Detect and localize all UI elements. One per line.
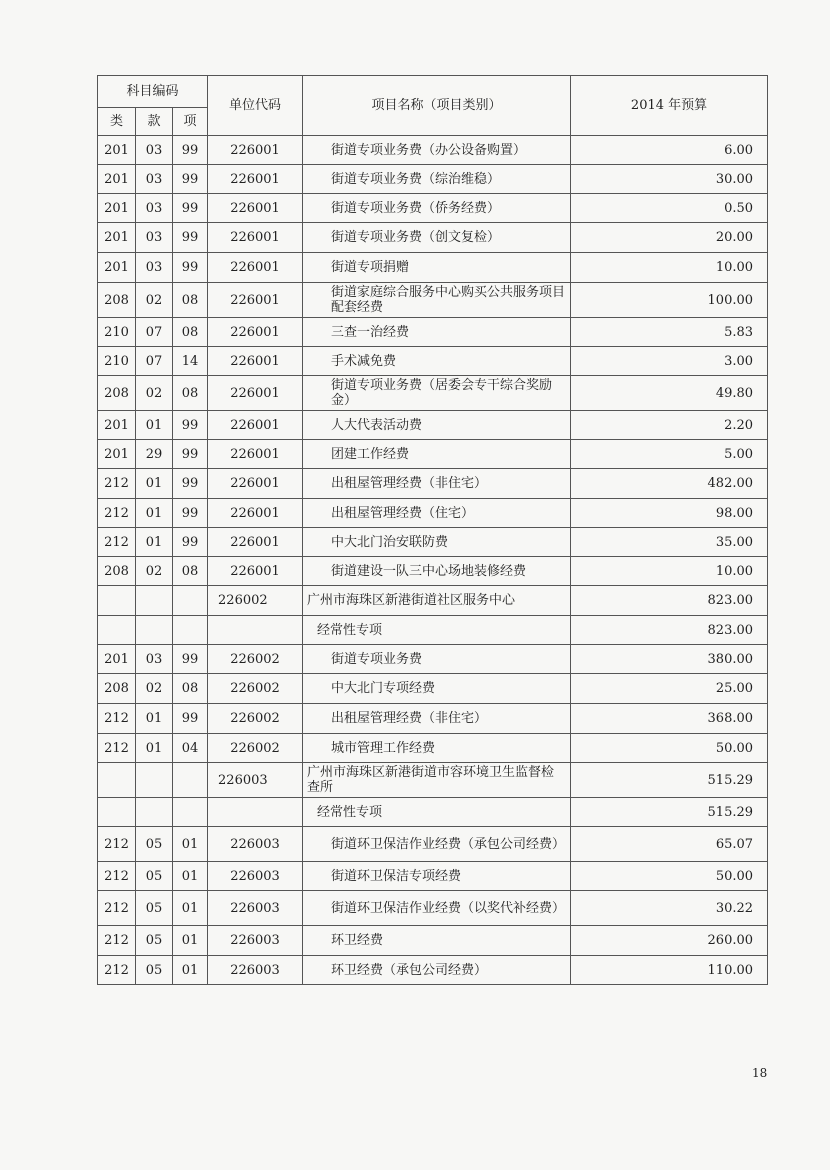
table-body (98, 136, 768, 985)
kuan-cell: 02 (136, 557, 173, 586)
lei-cell: 201 (98, 253, 136, 283)
unit-code-cell: 226002 (208, 734, 303, 763)
table-row (98, 674, 768, 704)
table-row (98, 283, 768, 318)
project-name-cell: 经常性专项 (303, 798, 571, 827)
budget-cell: 10.00 (571, 253, 768, 283)
xiang-cell: 01 (173, 862, 208, 891)
project-name-cell: 环卫经费 (303, 926, 571, 956)
table-row (98, 891, 768, 926)
table-row (98, 411, 768, 440)
kuan-cell (136, 798, 173, 827)
budget-cell: 0.50 (571, 194, 768, 223)
project-name-cell: 中大北门专项经费 (303, 674, 571, 704)
project-name-cell: 街道专项业务费（侨务经费） (303, 194, 571, 223)
kuan-cell: 29 (136, 440, 173, 469)
kuan-cell: 01 (136, 734, 173, 763)
lei-cell (98, 798, 136, 827)
project-name-cell: 广州市海珠区新港街道社区服务中心 (303, 586, 571, 616)
table-row (98, 165, 768, 194)
page-number: 18 (752, 1066, 768, 1080)
subject-code-header: 科目编码 (98, 76, 208, 108)
xiang-cell: 99 (173, 645, 208, 674)
budget-cell: 823.00 (571, 586, 768, 616)
table-row (98, 499, 768, 528)
xiang-cell: 99 (173, 469, 208, 499)
budget-cell: 2.20 (571, 411, 768, 440)
kuan-cell: 01 (136, 411, 173, 440)
project-name-cell: 街道专项业务费（居委会专干综合奖励金） (303, 376, 571, 411)
kuan-cell: 02 (136, 376, 173, 411)
unit-code-cell: 226002 (208, 674, 303, 704)
budget-cell: 30.22 (571, 891, 768, 926)
kuan-cell: 05 (136, 891, 173, 926)
xiang-cell: 99 (173, 165, 208, 194)
lei-cell: 212 (98, 956, 136, 985)
lei-cell (98, 763, 136, 798)
unit-code-cell: 226001 (208, 165, 303, 194)
project-name-cell: 环卫经费（承包公司经费） (303, 956, 571, 985)
project-name-cell: 街道环卫保洁作业经费（承包公司经费） (303, 827, 571, 862)
kuan-header: 款 (136, 108, 173, 136)
budget-cell: 35.00 (571, 528, 768, 557)
xiang-cell: 99 (173, 253, 208, 283)
xiang-cell (173, 763, 208, 798)
xiang-cell: 99 (173, 440, 208, 469)
table-row (98, 586, 768, 616)
unit-code-cell: 226001 (208, 376, 303, 411)
lei-cell: 201 (98, 440, 136, 469)
table-row (98, 528, 768, 557)
budget-header: 2014 年预算 (571, 76, 768, 136)
xiang-cell: 01 (173, 956, 208, 985)
lei-cell: 208 (98, 376, 136, 411)
kuan-cell (136, 616, 173, 645)
table-row (98, 253, 768, 283)
unit-code-cell: 226003 (208, 956, 303, 985)
budget-cell: 98.00 (571, 499, 768, 528)
project-name-cell: 三查一治经费 (303, 318, 571, 347)
unit-code-cell: 226001 (208, 318, 303, 347)
lei-cell: 212 (98, 734, 136, 763)
xiang-cell: 01 (173, 827, 208, 862)
lei-cell: 208 (98, 557, 136, 586)
unit-code-cell: 226002 (208, 645, 303, 674)
budget-cell: 260.00 (571, 926, 768, 956)
budget-cell: 25.00 (571, 674, 768, 704)
lei-cell: 201 (98, 223, 136, 253)
kuan-cell: 01 (136, 499, 173, 528)
kuan-cell: 05 (136, 926, 173, 956)
table-row (98, 136, 768, 165)
kuan-cell: 01 (136, 469, 173, 499)
budget-cell: 110.00 (571, 956, 768, 985)
xiang-cell: 99 (173, 499, 208, 528)
lei-cell: 210 (98, 347, 136, 376)
lei-cell: 201 (98, 194, 136, 223)
budget-cell: 49.80 (571, 376, 768, 411)
budget-cell: 515.29 (571, 763, 768, 798)
lei-cell: 212 (98, 469, 136, 499)
kuan-cell: 05 (136, 862, 173, 891)
unit-code-cell: 226002 (208, 586, 303, 616)
table-row (98, 704, 768, 734)
project-name-cell: 街道专项业务费 (303, 645, 571, 674)
kuan-cell: 03 (136, 223, 173, 253)
unit-code-cell (208, 616, 303, 645)
budget-cell: 50.00 (571, 734, 768, 763)
unit-code-cell: 226003 (208, 763, 303, 798)
budget-cell: 5.00 (571, 440, 768, 469)
xiang-cell: 08 (173, 674, 208, 704)
project-name-cell: 街道专项业务费（综治维稳） (303, 165, 571, 194)
kuan-cell: 03 (136, 645, 173, 674)
budget-cell: 368.00 (571, 704, 768, 734)
project-name-cell: 出租屋管理经费（非住宅） (303, 469, 571, 499)
kuan-cell: 02 (136, 283, 173, 318)
xiang-cell: 99 (173, 411, 208, 440)
budget-cell: 3.00 (571, 347, 768, 376)
xiang-cell (173, 586, 208, 616)
unit-code-cell: 226003 (208, 926, 303, 956)
xiang-cell: 99 (173, 528, 208, 557)
table-row (98, 223, 768, 253)
unit-code-cell: 226001 (208, 411, 303, 440)
lei-cell: 208 (98, 674, 136, 704)
table-row (98, 827, 768, 862)
budget-cell: 5.83 (571, 318, 768, 347)
xiang-cell: 08 (173, 318, 208, 347)
lei-cell: 212 (98, 499, 136, 528)
project-name-cell: 街道家庭综合服务中心购买公共服务项目配套经费 (303, 283, 571, 318)
project-name-cell: 街道环卫保洁作业经费（以奖代补经费） (303, 891, 571, 926)
xiang-cell: 08 (173, 376, 208, 411)
lei-cell: 212 (98, 862, 136, 891)
xiang-cell (173, 616, 208, 645)
xiang-cell: 99 (173, 194, 208, 223)
xiang-cell: 99 (173, 704, 208, 734)
table-row (98, 347, 768, 376)
budget-cell: 30.00 (571, 165, 768, 194)
xiang-cell: 08 (173, 283, 208, 318)
budget-cell: 10.00 (571, 557, 768, 586)
project-name-cell: 城市管理工作经费 (303, 734, 571, 763)
unit-code-header: 单位代码 (208, 76, 303, 136)
unit-code-cell: 226001 (208, 440, 303, 469)
lei-cell: 201 (98, 136, 136, 165)
table-row (98, 318, 768, 347)
budget-cell: 380.00 (571, 645, 768, 674)
lei-cell (98, 586, 136, 616)
project-name-cell: 手术减免费 (303, 347, 571, 376)
table-row (98, 926, 768, 956)
table-row (98, 440, 768, 469)
unit-code-cell: 226001 (208, 528, 303, 557)
xiang-cell: 14 (173, 347, 208, 376)
project-name-cell: 出租屋管理经费（住宅） (303, 499, 571, 528)
table-row (98, 194, 768, 223)
project-name-cell: 团建工作经费 (303, 440, 571, 469)
project-name-cell: 街道环卫保洁专项经费 (303, 862, 571, 891)
unit-code-cell: 226001 (208, 136, 303, 165)
kuan-cell: 03 (136, 253, 173, 283)
budget-cell: 823.00 (571, 616, 768, 645)
kuan-cell: 03 (136, 136, 173, 165)
xiang-cell: 01 (173, 926, 208, 956)
project-name-cell: 街道专项业务费（创文复检） (303, 223, 571, 253)
table-row (98, 376, 768, 411)
lei-cell: 201 (98, 645, 136, 674)
project-name-cell: 街道专项业务费（办公设备购置） (303, 136, 571, 165)
lei-cell: 201 (98, 165, 136, 194)
project-name-header: 项目名称（项目类别） (303, 76, 571, 136)
unit-code-cell: 226003 (208, 891, 303, 926)
lei-cell: 212 (98, 704, 136, 734)
xiang-cell: 04 (173, 734, 208, 763)
unit-code-cell: 226001 (208, 283, 303, 318)
xiang-cell: 99 (173, 223, 208, 253)
project-name-cell: 广州市海珠区新港街道市容环境卫生监督检查所 (303, 763, 571, 798)
kuan-cell: 07 (136, 318, 173, 347)
lei-cell: 201 (98, 411, 136, 440)
unit-code-cell: 226001 (208, 469, 303, 499)
unit-code-cell (208, 798, 303, 827)
kuan-cell: 01 (136, 704, 173, 734)
unit-code-cell: 226003 (208, 827, 303, 862)
lei-cell: 212 (98, 891, 136, 926)
xiang-cell: 99 (173, 136, 208, 165)
unit-code-cell: 226003 (208, 862, 303, 891)
budget-cell: 6.00 (571, 136, 768, 165)
project-name-cell: 出租屋管理经费（非住宅） (303, 704, 571, 734)
budget-table (97, 75, 768, 985)
unit-code-cell: 226001 (208, 347, 303, 376)
project-name-cell: 中大北门治安联防费 (303, 528, 571, 557)
project-name-cell: 街道建设一队三中心场地装修经费 (303, 557, 571, 586)
table-row (98, 557, 768, 586)
table-row (98, 956, 768, 985)
budget-cell: 65.07 (571, 827, 768, 862)
lei-cell: 210 (98, 318, 136, 347)
unit-code-cell: 226001 (208, 499, 303, 528)
unit-code-cell: 226002 (208, 704, 303, 734)
table-row (98, 763, 768, 798)
unit-code-cell: 226001 (208, 194, 303, 223)
kuan-cell (136, 763, 173, 798)
lei-cell: 212 (98, 528, 136, 557)
unit-code-cell: 226001 (208, 557, 303, 586)
table-row (98, 862, 768, 891)
lei-cell: 212 (98, 926, 136, 956)
lei-header: 类 (98, 108, 136, 136)
kuan-cell: 02 (136, 674, 173, 704)
lei-cell: 212 (98, 827, 136, 862)
budget-cell: 100.00 (571, 283, 768, 318)
budget-cell: 50.00 (571, 862, 768, 891)
lei-cell (98, 616, 136, 645)
budget-cell: 515.29 (571, 798, 768, 827)
budget-cell: 482.00 (571, 469, 768, 499)
xiang-cell (173, 798, 208, 827)
table-row (98, 798, 768, 827)
table-row (98, 734, 768, 763)
project-name-cell: 人大代表活动费 (303, 411, 571, 440)
table-row (98, 645, 768, 674)
kuan-cell (136, 586, 173, 616)
project-name-cell: 经常性专项 (303, 616, 571, 645)
kuan-cell: 05 (136, 956, 173, 985)
table-row (98, 616, 768, 645)
project-name-cell: 街道专项捐赠 (303, 253, 571, 283)
xiang-header: 项 (173, 108, 208, 136)
xiang-cell: 08 (173, 557, 208, 586)
kuan-cell: 03 (136, 165, 173, 194)
budget-cell: 20.00 (571, 223, 768, 253)
table-row (98, 469, 768, 499)
kuan-cell: 05 (136, 827, 173, 862)
kuan-cell: 03 (136, 194, 173, 223)
unit-code-cell: 226001 (208, 253, 303, 283)
kuan-cell: 07 (136, 347, 173, 376)
lei-cell: 208 (98, 283, 136, 318)
kuan-cell: 01 (136, 528, 173, 557)
xiang-cell: 01 (173, 891, 208, 926)
unit-code-cell: 226001 (208, 223, 303, 253)
